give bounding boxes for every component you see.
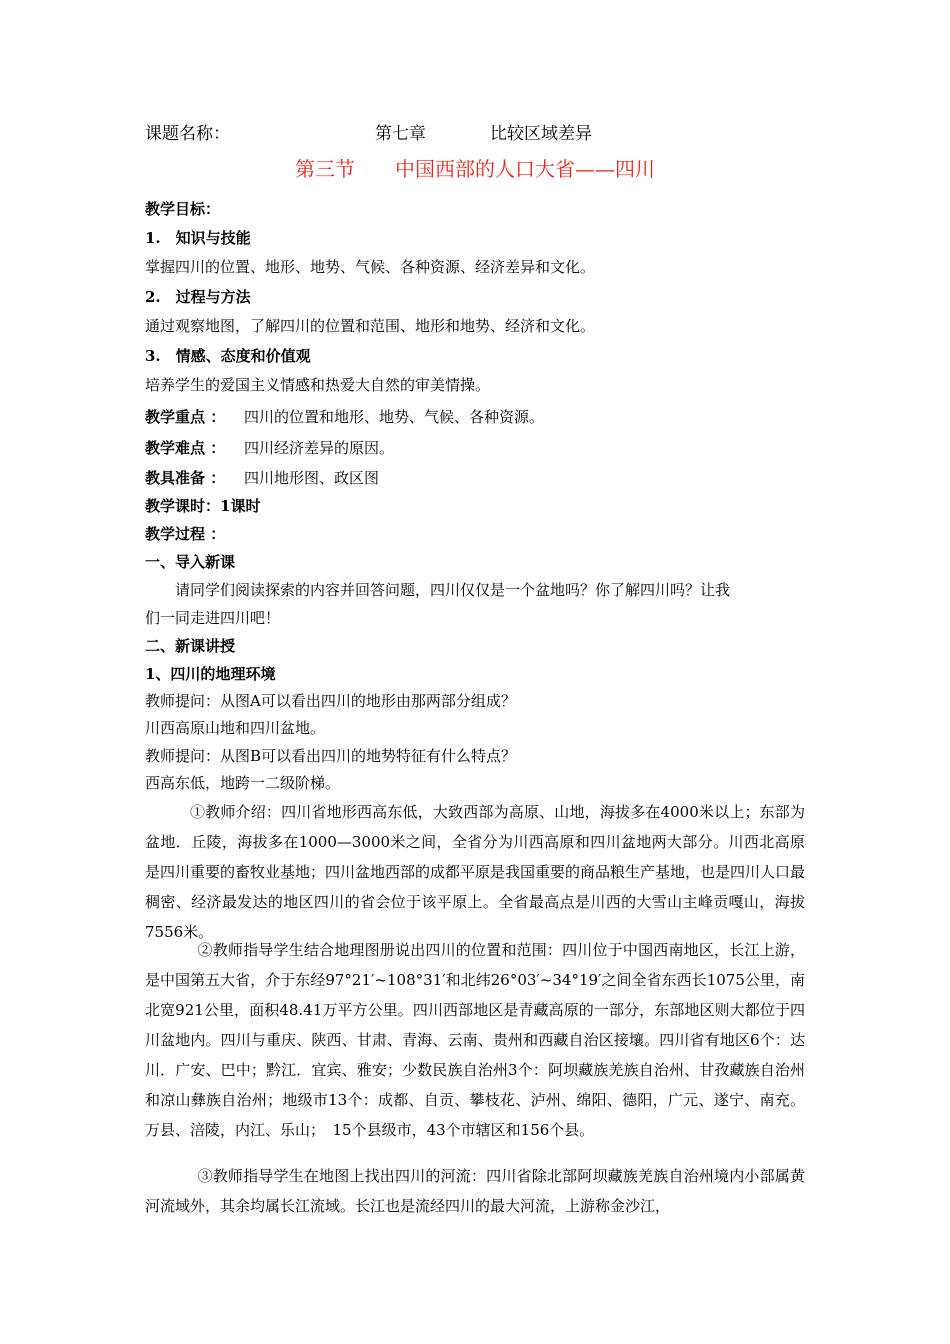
paragraph-location xyxy=(145,935,805,1145)
objectives-heading: 教学目标： xyxy=(145,200,221,218)
objective-text-3: 培养学生的爱国主义情感和热爱大自然的审美情操。 xyxy=(145,376,491,394)
process-heading: 教学过程 ： xyxy=(145,525,226,543)
paragraph-rivers xyxy=(145,1161,805,1221)
objective-title-3: 3. 情感、态度和价值观 xyxy=(145,347,311,365)
objective-title-1: 1. 知识与技能 xyxy=(145,229,251,247)
chapter-number: 第七章 xyxy=(375,124,426,144)
question-2: 教师提问：从图B可以看出四川的地势特征有什么特点？ xyxy=(145,747,517,765)
difficulty-row xyxy=(145,437,394,459)
section-title: 第三节 中国西部的人口大省——四川 xyxy=(295,157,655,181)
key-point-value: 四川的位置和地形、地势、气候、各种资源。 xyxy=(244,408,545,426)
intro-heading: 一、导入新课 xyxy=(145,553,236,571)
geo-env-heading: 1、四川的地理环境 xyxy=(145,665,276,683)
intro-line-2: 们一同走进四川吧！ xyxy=(145,609,281,627)
answer-1: 川西高原山地和四川盆地。 xyxy=(145,719,326,737)
intro-line-1: 请同学们阅读探索的内容并回答问题，四川仅仅是一个盆地吗？你了解四川吗？让我 xyxy=(175,581,731,599)
objective-title-2: 2. 过程与方法 xyxy=(145,288,251,306)
lesson-heading: 二、新课讲授 xyxy=(145,637,236,655)
difficulty-label: 教学难点 ： xyxy=(145,439,226,457)
difficulty-value: 四川经济差异的原因。 xyxy=(244,439,395,457)
objective-text-2: 通过观察地图，了解四川的位置和范围、地形和地势、经济和文化。 xyxy=(145,317,596,335)
tools-value: 四川地形图、政区图 xyxy=(244,469,380,487)
question-1: 教师提问：从图A可以看出四川的地形由那两部分组成？ xyxy=(145,692,516,710)
paragraph-location-text: ②教师指导学生结合地理图册说出四川的位置和范围：四川位于中国西南地区，长江上游，是中国第五大省，介于东经97°21′~108°31′和北纬26°03′~34°19′之间全省东西长1075公里，南北宽921公里，面积48.41万平方公里。四川西部地区是青藏高原的一部分，东部地区则大都位于四川盆地内。四川与重庆、陕西、甘肃、青海、云南、贵州和西藏自治区接壤。四川省有地区6个：达川．广安、巴中；黔江．宜宾、雅安；少数民族自治州3个：阿坝藏族羌族自治州、甘孜藏族自治州和凉山彝族自治州；地级市13个：成都、自贡、攀枝花、泸州、绵阳、德阳，广元、遂宁、南充。万县、涪陵，内江、乐山； 15个县级市，43个市辖区和156个县。 xyxy=(145,941,805,1139)
key-point-row xyxy=(145,406,544,428)
answer-2: 西高东低，地跨一二级阶梯。 xyxy=(145,774,341,792)
chapter-title: 比较区域差异 xyxy=(490,124,592,144)
paragraph-rivers-text: ③教师指导学生在地图上找出四川的河流：四川省除北部阿坝藏族羌族自治州境内小部属黄河流域外，其余均属长江流域。长江也是流经四川的最大河流，上游称金沙江， xyxy=(145,1167,805,1215)
key-point-label: 教学重点 ： xyxy=(145,408,226,426)
tools-row xyxy=(145,467,379,489)
objective-text-1: 掌握四川的位置、地形、地势、气候、各种资源、经济差异和文化。 xyxy=(145,258,596,276)
class-hours: 教学课时：1课时 xyxy=(145,497,261,515)
course-name-label: 课题名称： xyxy=(145,124,230,144)
paragraph-terrain-text: ①教师介绍：四川省地形西高东低，大致西部为高原、山地，海拔多在4000米以上；东部为盆地．丘陵，海拔多在1000—3000米之间，全省分为川西高原和四川盆地两大部分。川西北高原是四川重要的畜牧业基地；四川盆地西部的成都平原是我国重要的商品粮生产基地，也是四川人口最稠密、经济最发达的地区四川的省会位于该平原上。全省最高点是川西的大雪山主峰贡嘎山，海拔7556米。 xyxy=(145,803,806,941)
paragraph-terrain xyxy=(145,797,805,947)
tools-label: 教具准备 ： xyxy=(145,469,226,487)
